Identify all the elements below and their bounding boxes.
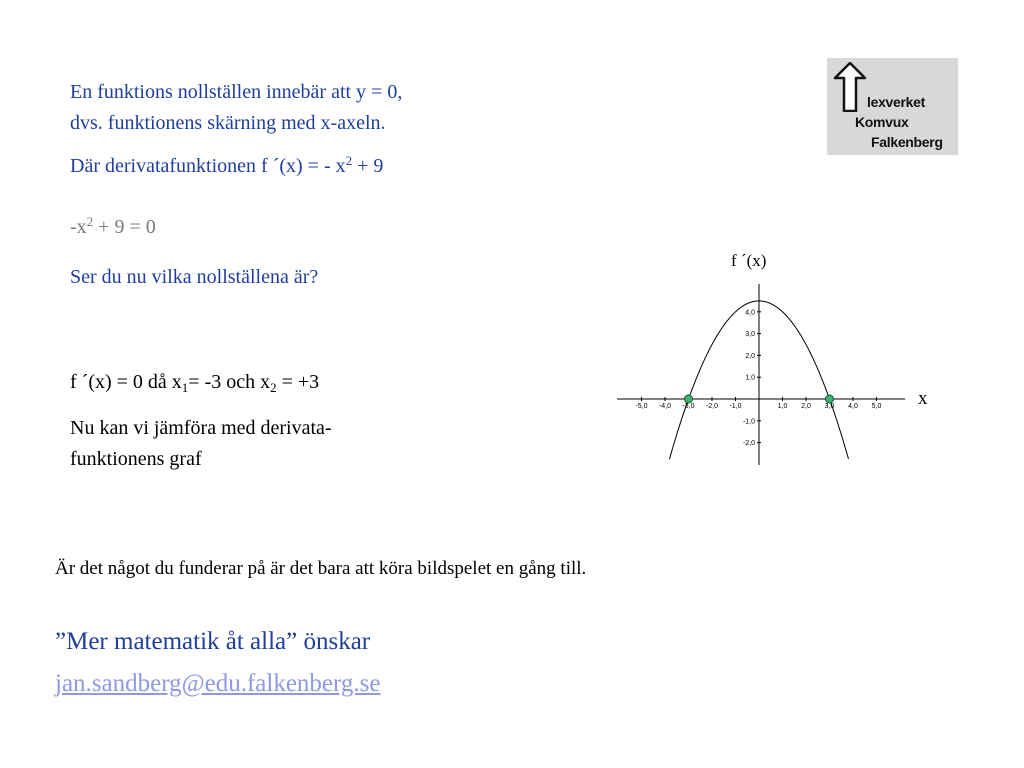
x-tick-label: -2,0 bbox=[705, 403, 719, 410]
zero-point bbox=[685, 395, 693, 403]
y-tick-label: 1,0 bbox=[745, 374, 755, 382]
zero-point bbox=[826, 395, 834, 403]
derivative-definition bbox=[70, 151, 383, 182]
x-tick-label: 3,0 bbox=[824, 403, 835, 410]
x-tick-group bbox=[635, 397, 881, 410]
intro-text bbox=[70, 77, 402, 139]
intro-line-2: dvs. funktionens skärning med x-axeln. bbox=[70, 112, 386, 134]
x-tick-label: 2,0 bbox=[801, 403, 811, 410]
email-link[interactable]: jan.sandberg@edu.falkenberg.se bbox=[55, 670, 381, 697]
equation-suffix: + 9 = 0 bbox=[93, 216, 156, 238]
derivative-prefix: Där derivatafunktionen f ´(x) = - x bbox=[70, 155, 346, 177]
equation-prefix: -x bbox=[70, 216, 87, 238]
parabola-curve bbox=[669, 301, 848, 459]
compare-line-2: funktionens graf bbox=[70, 448, 202, 470]
closing-text: Är det något du funderar på är det bara att köra bildspelet en gång till. bbox=[55, 558, 587, 579]
zero-equation bbox=[70, 212, 156, 243]
x-tick-label: 1,0 bbox=[777, 403, 788, 410]
zeros-part-2: = -3 och x bbox=[188, 371, 271, 393]
flexverket-logo bbox=[827, 58, 958, 155]
derivative-suffix: + 9 bbox=[352, 155, 384, 177]
zeros-part-1: f ´(x) = 0 då x bbox=[70, 371, 182, 393]
y-axis-label: f ´(x) bbox=[731, 251, 767, 270]
x-tick-label: -3,0 bbox=[682, 403, 695, 410]
logo-line-2: Komvux bbox=[855, 114, 909, 130]
x-tick-label: 5,0 bbox=[871, 403, 882, 410]
x-tick-label: -5,0 bbox=[635, 403, 648, 410]
compare-line-1: Nu kan vi jämföra med derivata- bbox=[70, 417, 332, 439]
x-tick-label: 4,0 bbox=[848, 403, 858, 410]
y-tick-label: 4,0 bbox=[745, 309, 755, 317]
y-tick-label: 2,0 bbox=[745, 352, 755, 360]
x-axis-label: x bbox=[918, 388, 928, 409]
zeros-subscript-2: 2 bbox=[270, 380, 277, 395]
derivative-exponent: 2 bbox=[345, 153, 353, 168]
zeros-subscript-1: 1 bbox=[181, 380, 189, 395]
logo-line-3: Falkenberg bbox=[871, 134, 943, 150]
zeros-part-3: = +3 bbox=[276, 371, 320, 393]
up-arrow-icon bbox=[833, 62, 867, 112]
y-tick-label: -1,0 bbox=[742, 418, 755, 426]
x-tick-label: -1,0 bbox=[729, 403, 742, 410]
x-tick-label: -4,0 bbox=[658, 403, 672, 410]
logo-line-1: lexverket bbox=[867, 94, 926, 110]
question-text: Ser du nu vilka nollställena är? bbox=[70, 266, 319, 288]
y-tick-label: 3,0 bbox=[745, 331, 755, 339]
y-tick-label: -2,0 bbox=[742, 440, 755, 448]
zeros-statement bbox=[70, 367, 319, 398]
zero-markers bbox=[685, 395, 834, 403]
compare-text bbox=[70, 413, 332, 475]
y-tick-group bbox=[743, 309, 761, 447]
sign-off-text: ”Mer matematik åt alla” önskar bbox=[55, 628, 371, 655]
intro-line-1: En funktions nollställen innebär att y = 0, bbox=[70, 81, 403, 103]
equation-exponent: 2 bbox=[86, 214, 94, 229]
